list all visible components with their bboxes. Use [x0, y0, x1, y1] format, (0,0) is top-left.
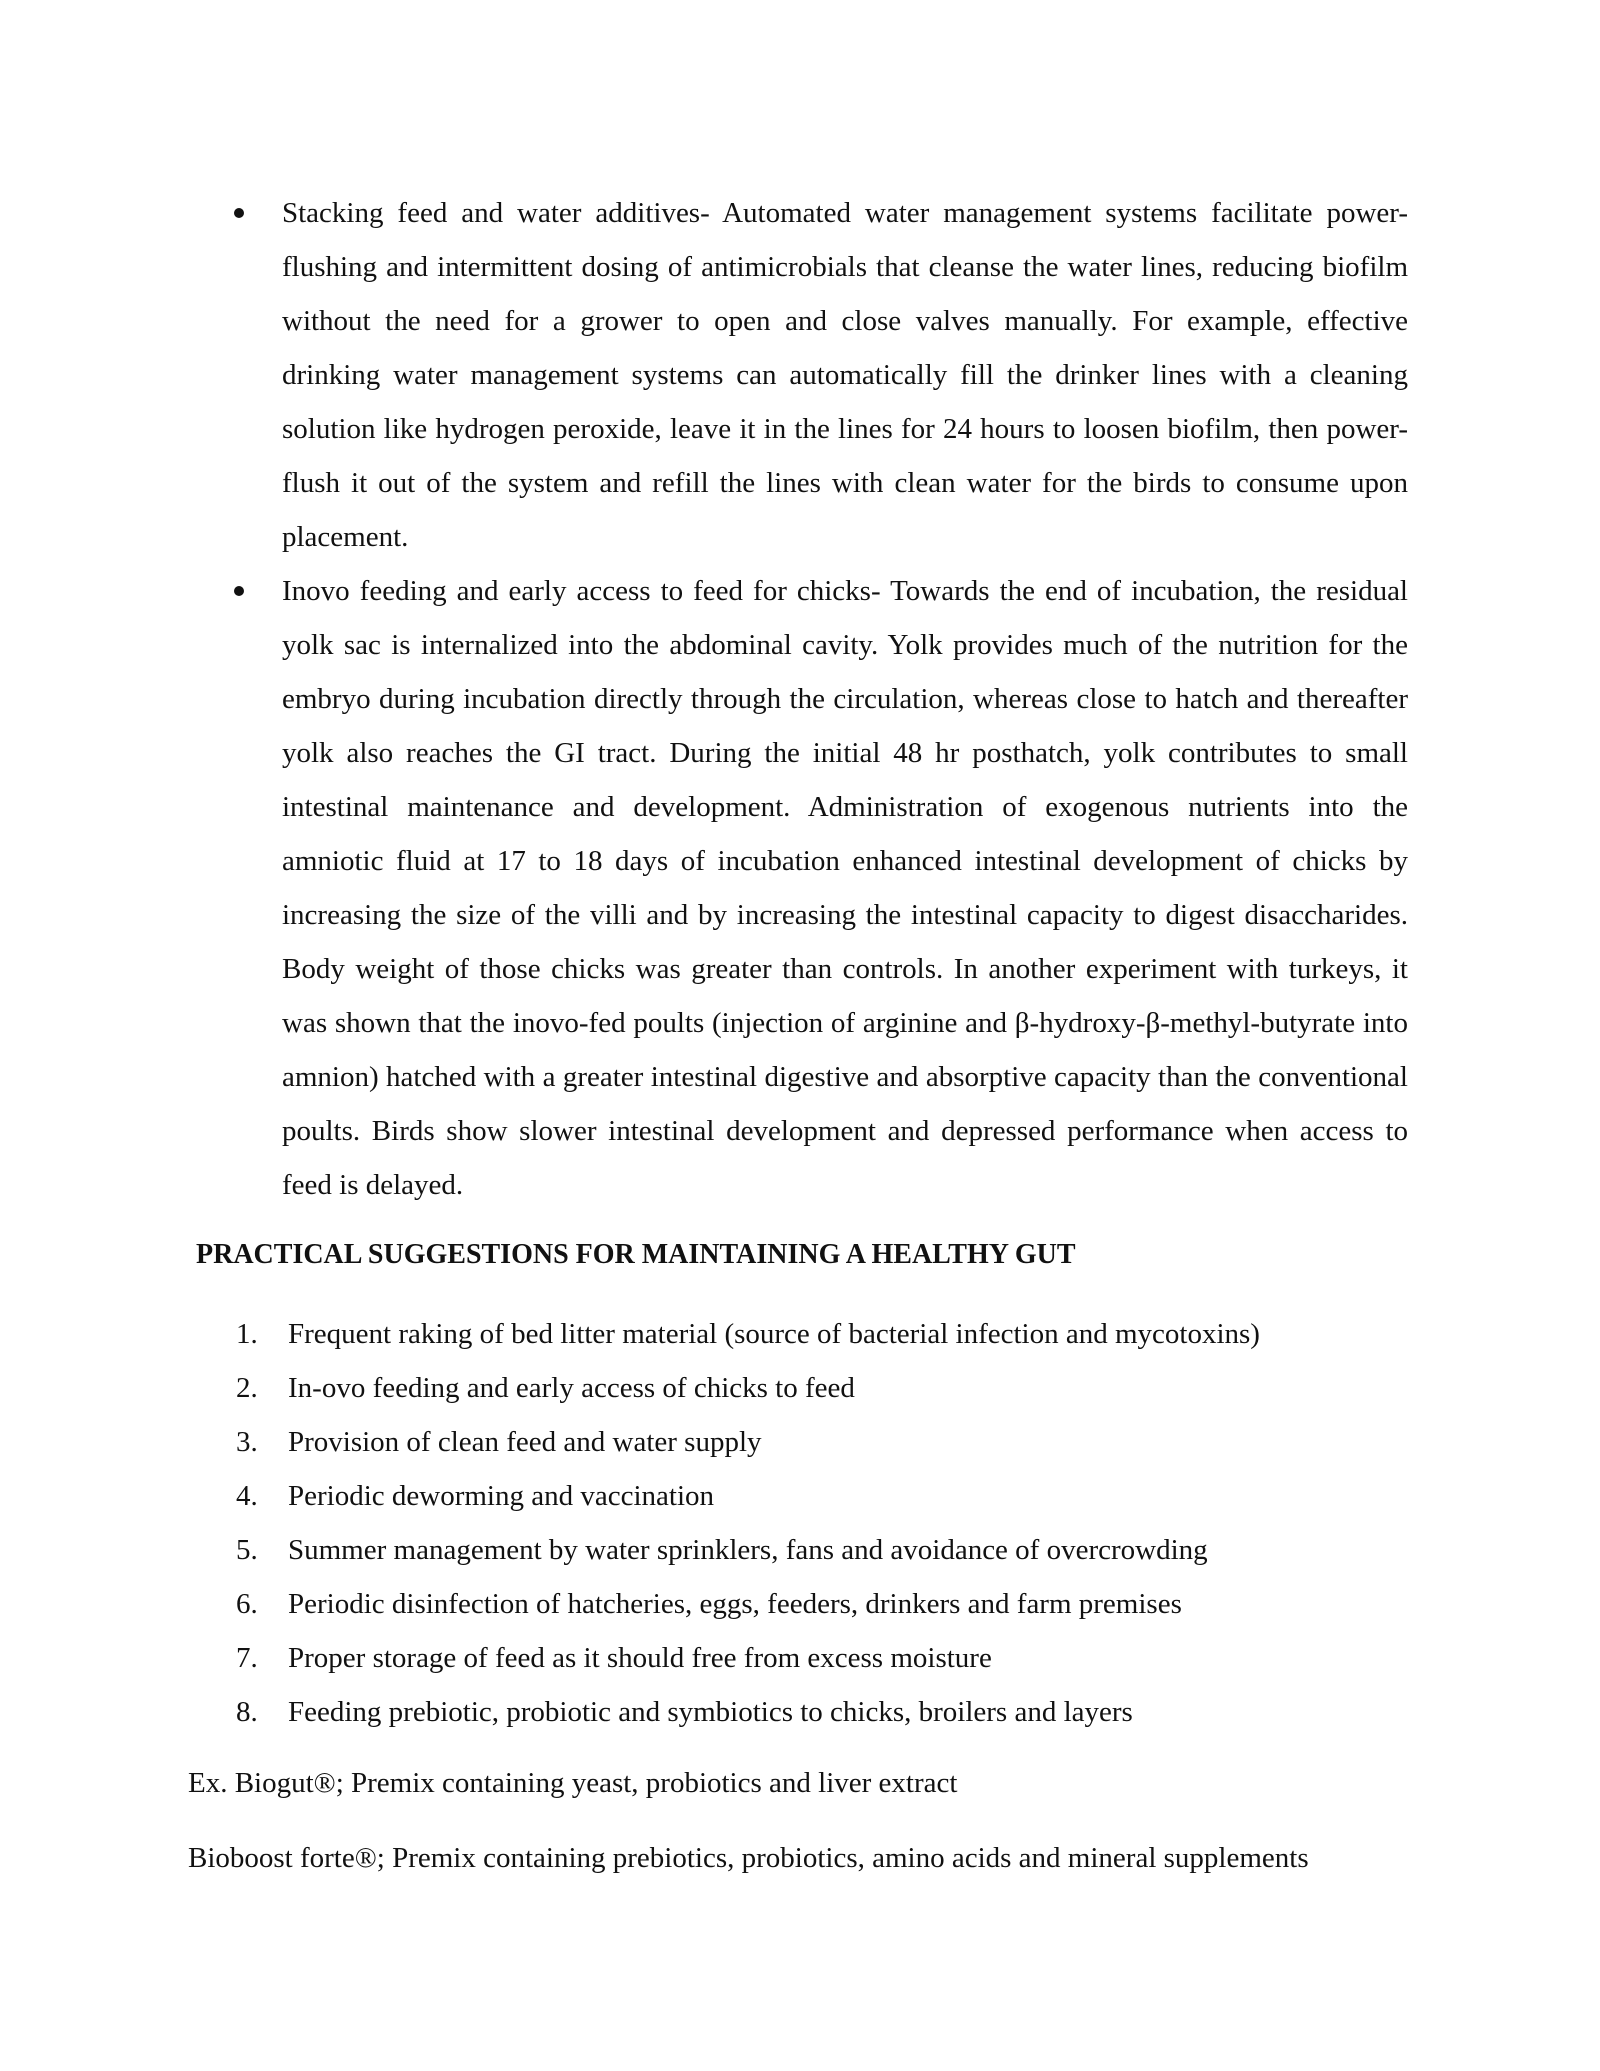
list-number: 8. — [236, 1696, 258, 1728]
list-number: 7. — [236, 1642, 258, 1674]
list-item — [236, 1523, 1436, 1577]
list-item-text: Frequent raking of bed litter material (source of bacterial infection and mycotoxins) — [288, 1318, 1260, 1350]
list-number: 5. — [236, 1534, 258, 1566]
list-number: 6. — [236, 1588, 258, 1620]
list-item-text: Summer management by water sprinklers, fans and avoidance of overcrowding — [288, 1534, 1208, 1566]
list-number: 1. — [236, 1318, 258, 1350]
list-item — [236, 1307, 1436, 1361]
list-number: 3. — [236, 1426, 258, 1458]
list-item — [236, 1577, 1436, 1631]
list-item-text: Provision of clean feed and water supply — [288, 1426, 762, 1458]
list-item — [236, 1469, 1436, 1523]
list-item — [236, 1415, 1436, 1469]
list-number: 2. — [236, 1372, 258, 1404]
bullet-text: Stacking feed and water additives- Automated water management systems facilitate power-flushing and intermittent dosing of antimicrobials that cleanse the water lines, reducing biofilm without the need for a grower to open and close valves manually. For example, effective drinking water management systems can automatically fill the drinker lines with a cleaning solution like hydrogen peroxide, leave it in the lines for 24 hours to loosen biofilm, then power-flush it out of the system and refill the lines with clean water for the birds to consume upon placement. — [282, 197, 1408, 553]
list-item-text: Feeding prebiotic, probiotic and symbiotics to chicks, broilers and layers — [288, 1696, 1133, 1728]
list-item — [236, 1361, 1436, 1415]
section-heading: PRACTICAL SUGGESTIONS FOR MAINTAINING A HEALTHY GUT — [196, 1239, 1076, 1270]
suggestions-list — [236, 1307, 1436, 1739]
list-item — [236, 1631, 1436, 1685]
example-biogut: Ex. Biogut®; Premix containing yeast, probiotics and liver extract — [188, 1767, 958, 1799]
bullet-item — [228, 186, 1408, 564]
bullet-dot-icon — [234, 208, 244, 218]
list-item-text: Periodic deworming and vaccination — [288, 1480, 715, 1512]
example-bioboost: Bioboost forte®; Premix containing prebiotics, probiotics, amino acids and mineral supplements — [188, 1842, 1309, 1874]
bullet-item — [228, 564, 1408, 1212]
list-item-text: In-ovo feeding and early access of chicks to feed — [288, 1372, 855, 1404]
list-item-text: Periodic disinfection of hatcheries, eggs, feeders, drinkers and farm premises — [288, 1588, 1182, 1620]
bullet-text: Inovo feeding and early access to feed for chicks- Towards the end of incubation, the residual yolk sac is internalized into the abdominal cavity. Yolk provides much of the nutrition for the embryo during incubation directly through the circulation, whereas close to hatch and thereafter yolk also reaches the GI tract. During the initial 48 hr posthatch, yolk contributes to small intestinal maintenance and development. Administration of exogenous nutrients into the amniotic fluid at 17 to 18 days of incubation enhanced intestinal development of chicks by increasing the size of the villi and by increasing the intestinal capacity to digest disaccharides. Body weight of those chicks was greater than controls. In another experiment with turkeys, it was shown that the inovo-fed poults (injection of arginine and β-hydroxy-β-methyl-butyrate into amnion) hatched with a greater intestinal digestive and absorptive capacity than the conventional poults. Birds show slower intestinal development and depressed performance when access to feed is delayed. — [282, 575, 1408, 1201]
list-item — [236, 1685, 1436, 1739]
list-item-text: Proper storage of feed as it should free from excess moisture — [288, 1642, 992, 1674]
bullet-dot-icon — [234, 586, 244, 596]
list-number: 4. — [236, 1480, 258, 1512]
bullet-list — [228, 186, 1408, 1212]
